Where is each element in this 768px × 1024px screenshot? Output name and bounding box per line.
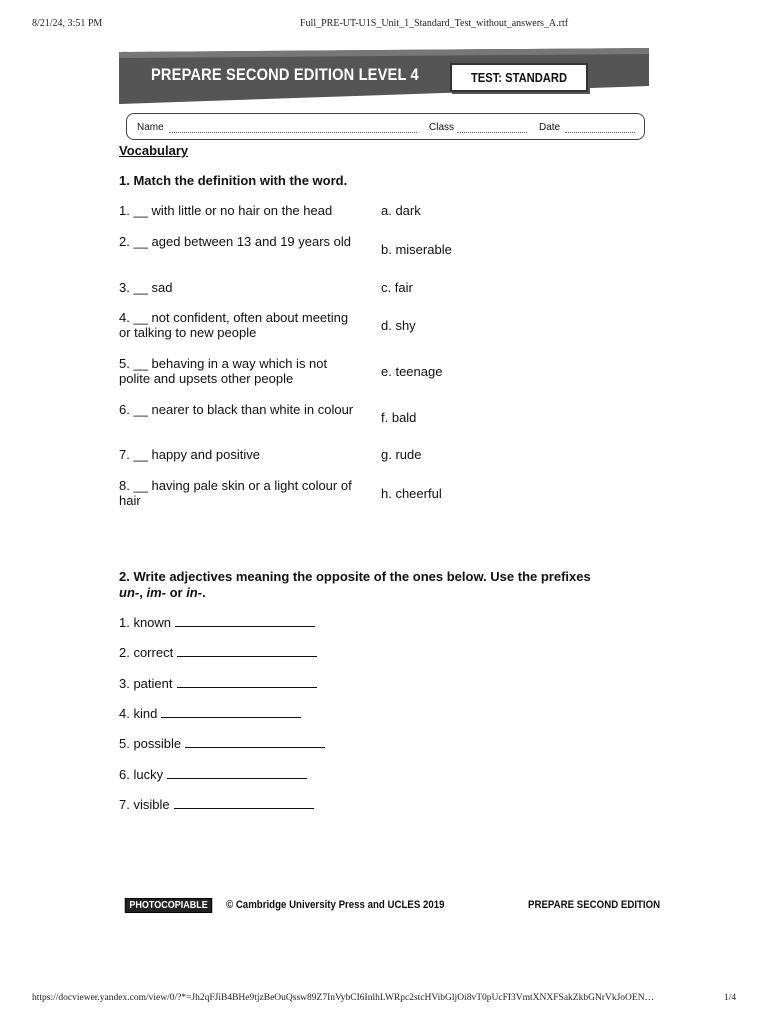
print-doc-title: Full_PRE-UT-U1S_Unit_1_Standard_Test_without_answers_A.rtf (300, 18, 569, 29)
opposite-item (119, 614, 315, 630)
opposite-item (119, 735, 325, 751)
opposite-word: 3. patient (119, 675, 173, 691)
copyright-text: © Cambridge University Press and UCLES 2019 (226, 899, 445, 911)
answer-blank[interactable] (185, 735, 325, 748)
opposite-word: 2. correct (119, 645, 174, 661)
answer-blank[interactable] (177, 675, 317, 688)
photocopiable-badge: PHOTOCOPIABLE (125, 898, 212, 913)
match-definition: 3. __ sad (119, 280, 173, 295)
answer-blank[interactable] (177, 644, 317, 657)
match-item (119, 478, 649, 510)
opposite-item (119, 705, 301, 721)
prefix-un: un- (119, 585, 140, 600)
prefix-separator: , (139, 585, 147, 600)
question-1-title: 1. Match the definition with the word. (119, 173, 348, 188)
answer-blank[interactable] (167, 766, 307, 779)
prefix-end: . (202, 585, 206, 600)
match-word: b. miserable (381, 242, 452, 257)
print-page-number: 1/4 (724, 993, 737, 1003)
class-field[interactable] (457, 132, 527, 133)
print-datetime: 8/21/24, 3:51 PM (32, 18, 103, 29)
match-word: f. bald (381, 410, 417, 425)
match-definition: 4. __ not confident, often about meeting or talking to new people (119, 310, 349, 340)
match-definition: 7. __ happy and positive (119, 447, 260, 462)
name-field[interactable] (169, 132, 417, 133)
question-2-instruction: 2. Write adjectives meaning the opposite of the ones below. Use the prefixes (119, 569, 591, 584)
match-item (119, 234, 649, 266)
banner-title: PREPARE SECOND EDITION LEVEL 4 (151, 65, 419, 84)
footer-series-name: PREPARE SECOND EDITION (528, 899, 661, 911)
prefix-separator: or (165, 585, 187, 600)
date-label: Date (539, 122, 561, 133)
match-definition: 8. __ having pale skin or a light colour of hair (119, 478, 352, 508)
opposite-word: 7. visible (119, 796, 170, 812)
opposite-item (119, 644, 317, 660)
match-word: e. teenage (381, 364, 443, 379)
answer-blank[interactable] (161, 705, 301, 718)
prefix-in: in- (186, 585, 203, 600)
browser-print-header (0, 8, 768, 29)
opposite-word: 1. known (119, 615, 172, 630)
match-item (119, 203, 649, 235)
match-definition: 5. __ behaving in a way which is not polite and upsets other people (119, 356, 328, 386)
answer-blank[interactable] (175, 614, 315, 627)
match-word: d. shy (381, 318, 416, 333)
class-label: Class (429, 122, 455, 133)
vocabulary-heading: Vocabulary (119, 143, 189, 158)
opposite-item (119, 675, 317, 691)
footer-copyright-block (120, 898, 474, 913)
print-url: https://docviewer.yandex.com/view/0/?*=Jh2qFJiB4BHe9tjzBeOuQssw89Z7InVybCI6InlhLWRpc2stcHVibGljOi8vT0pUcFI3VmtXNXFSakZkbGNrVkJoOEN… (32, 993, 655, 1003)
name-label: Name (137, 122, 164, 133)
opposite-word: 5. possible (119, 736, 182, 752)
match-word: c. fair (381, 280, 413, 295)
prefix-im: im- (146, 585, 166, 600)
match-definition: 1. __ with little or no hair on the head (119, 203, 333, 218)
match-item (119, 356, 649, 388)
match-item (119, 310, 649, 342)
match-item (119, 447, 649, 479)
match-definition: 2. __ aged between 13 and 19 years old (119, 234, 352, 249)
test-type-box (450, 63, 588, 92)
match-word: a. dark (381, 203, 421, 218)
match-word: h. cheerful (381, 486, 442, 501)
opposite-item (119, 796, 314, 812)
question-2-title (119, 569, 659, 601)
match-item (119, 402, 649, 434)
opposite-item (119, 766, 307, 782)
opposite-word: 4. kind (119, 705, 158, 721)
student-info-row (126, 113, 645, 140)
match-word: g. rude (381, 447, 422, 462)
test-type-label: TEST: STANDARD (470, 70, 568, 85)
opposite-word: 6. lucky (119, 766, 164, 782)
answer-blank[interactable] (174, 796, 314, 809)
match-definition: 6. __ nearer to black than white in colour (119, 402, 354, 417)
test-banner (119, 48, 649, 104)
match-item (119, 280, 649, 312)
date-field[interactable] (565, 132, 635, 133)
